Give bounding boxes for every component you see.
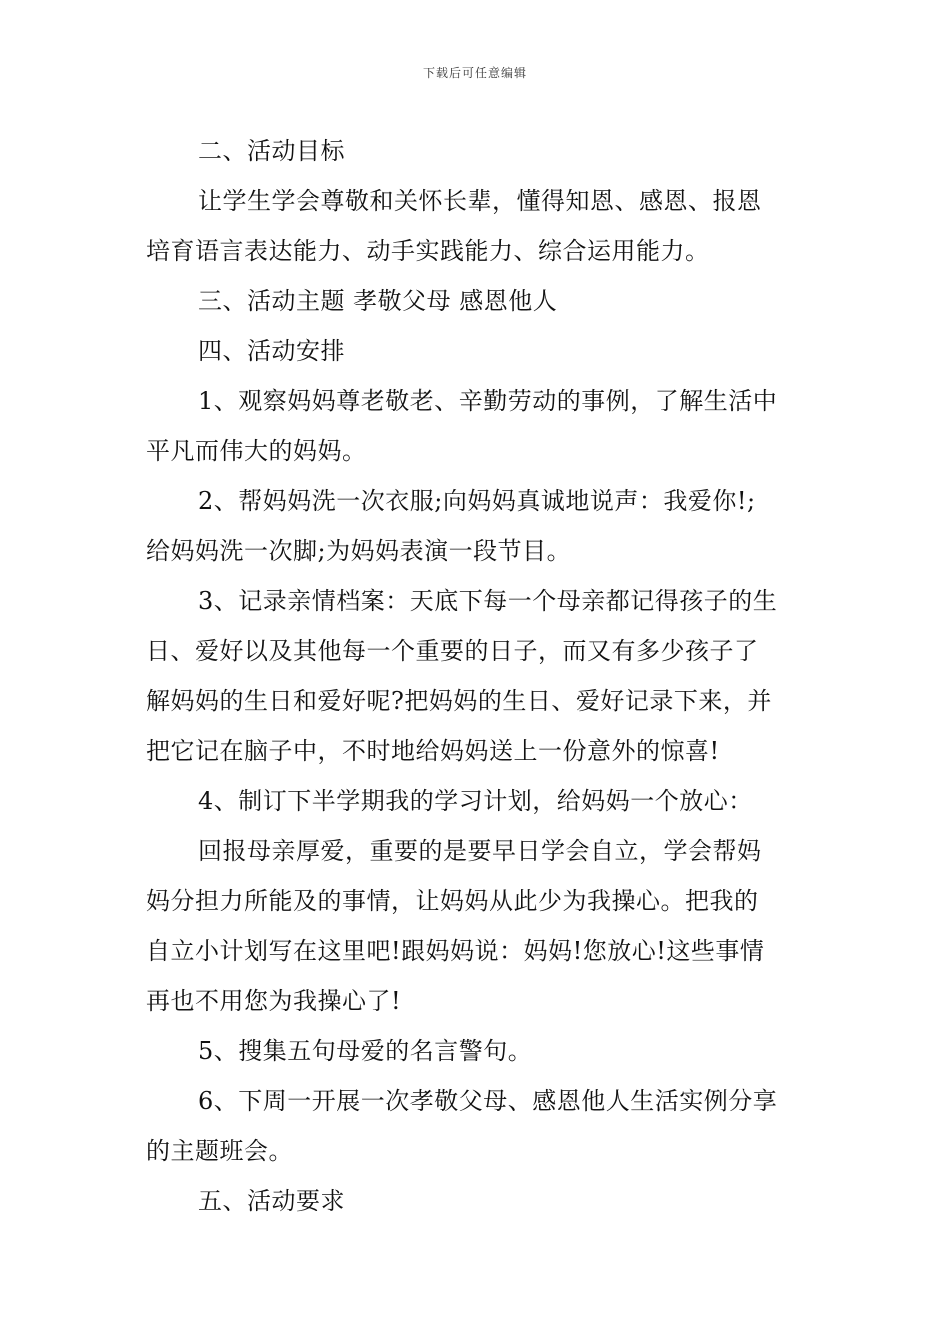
paragraph-line: 让学生学会尊敬和关怀长辈，懂得知恩、感恩、报恩 bbox=[198, 187, 762, 215]
section-heading-requirements: 五、活动要求 bbox=[198, 1187, 345, 1215]
list-item-line: 平凡而伟大的妈妈。 bbox=[146, 437, 367, 465]
list-item-line: 3、记录亲情档案：天底下每一个母亲都记得孩子的生 bbox=[198, 587, 778, 615]
list-item-line: 6、下周一开展一次孝敬父母、感恩他人生活实例分享 bbox=[198, 1087, 778, 1115]
paragraph-line: 培育语言表达能力、动手实践能力、综合运用能力。 bbox=[146, 237, 710, 265]
list-item-line: 1、观察妈妈尊老敬老、辛勤劳动的事例，了解生活中 bbox=[198, 387, 778, 415]
list-item-line: 解妈妈的生日和爱好呢?把妈妈的生日、爱好记录下来，并 bbox=[146, 687, 772, 715]
section-heading-arrangement: 四、活动安排 bbox=[198, 337, 345, 365]
list-item-line: 4、制订下半学期我的学习计划，给妈妈一个放心： bbox=[198, 787, 753, 815]
list-item-line: 给妈妈洗一次脚;为妈妈表演一段节目。 bbox=[146, 537, 572, 565]
list-item-line: 的主题班会。 bbox=[146, 1137, 293, 1165]
paragraph-line: 回报母亲厚爱，重要的是要早日学会自立，学会帮妈 bbox=[198, 837, 762, 865]
paragraph-line: 妈分担力所能及的事情，让妈妈从此少为我操心。把我的 bbox=[146, 887, 759, 915]
list-item-line: 2、帮妈妈洗一次衣服;向妈妈真诚地说声：我爱你!; bbox=[198, 487, 756, 515]
list-item-line: 把它记在脑子中，不时地给妈妈送上一份意外的惊喜! bbox=[146, 737, 720, 765]
list-item-line: 5、搜集五句母爱的名言警句。 bbox=[198, 1037, 533, 1065]
paragraph-line: 自立小计划写在这里吧!跟妈妈说：妈妈!您放心!这些事情 bbox=[146, 937, 765, 965]
paragraph-line: 再也不用您为我操心了! bbox=[146, 987, 402, 1015]
section-heading-theme: 三、活动主题 孝敬父母 感恩他人 bbox=[198, 287, 558, 315]
page-header: 下载后可任意编辑 bbox=[422, 66, 527, 80]
list-item-line: 日、爱好以及其他每一个重要的日子，而又有多少孩子了 bbox=[146, 637, 759, 665]
document-body bbox=[146, 126, 808, 1226]
section-heading-goals: 二、活动目标 bbox=[198, 137, 345, 165]
